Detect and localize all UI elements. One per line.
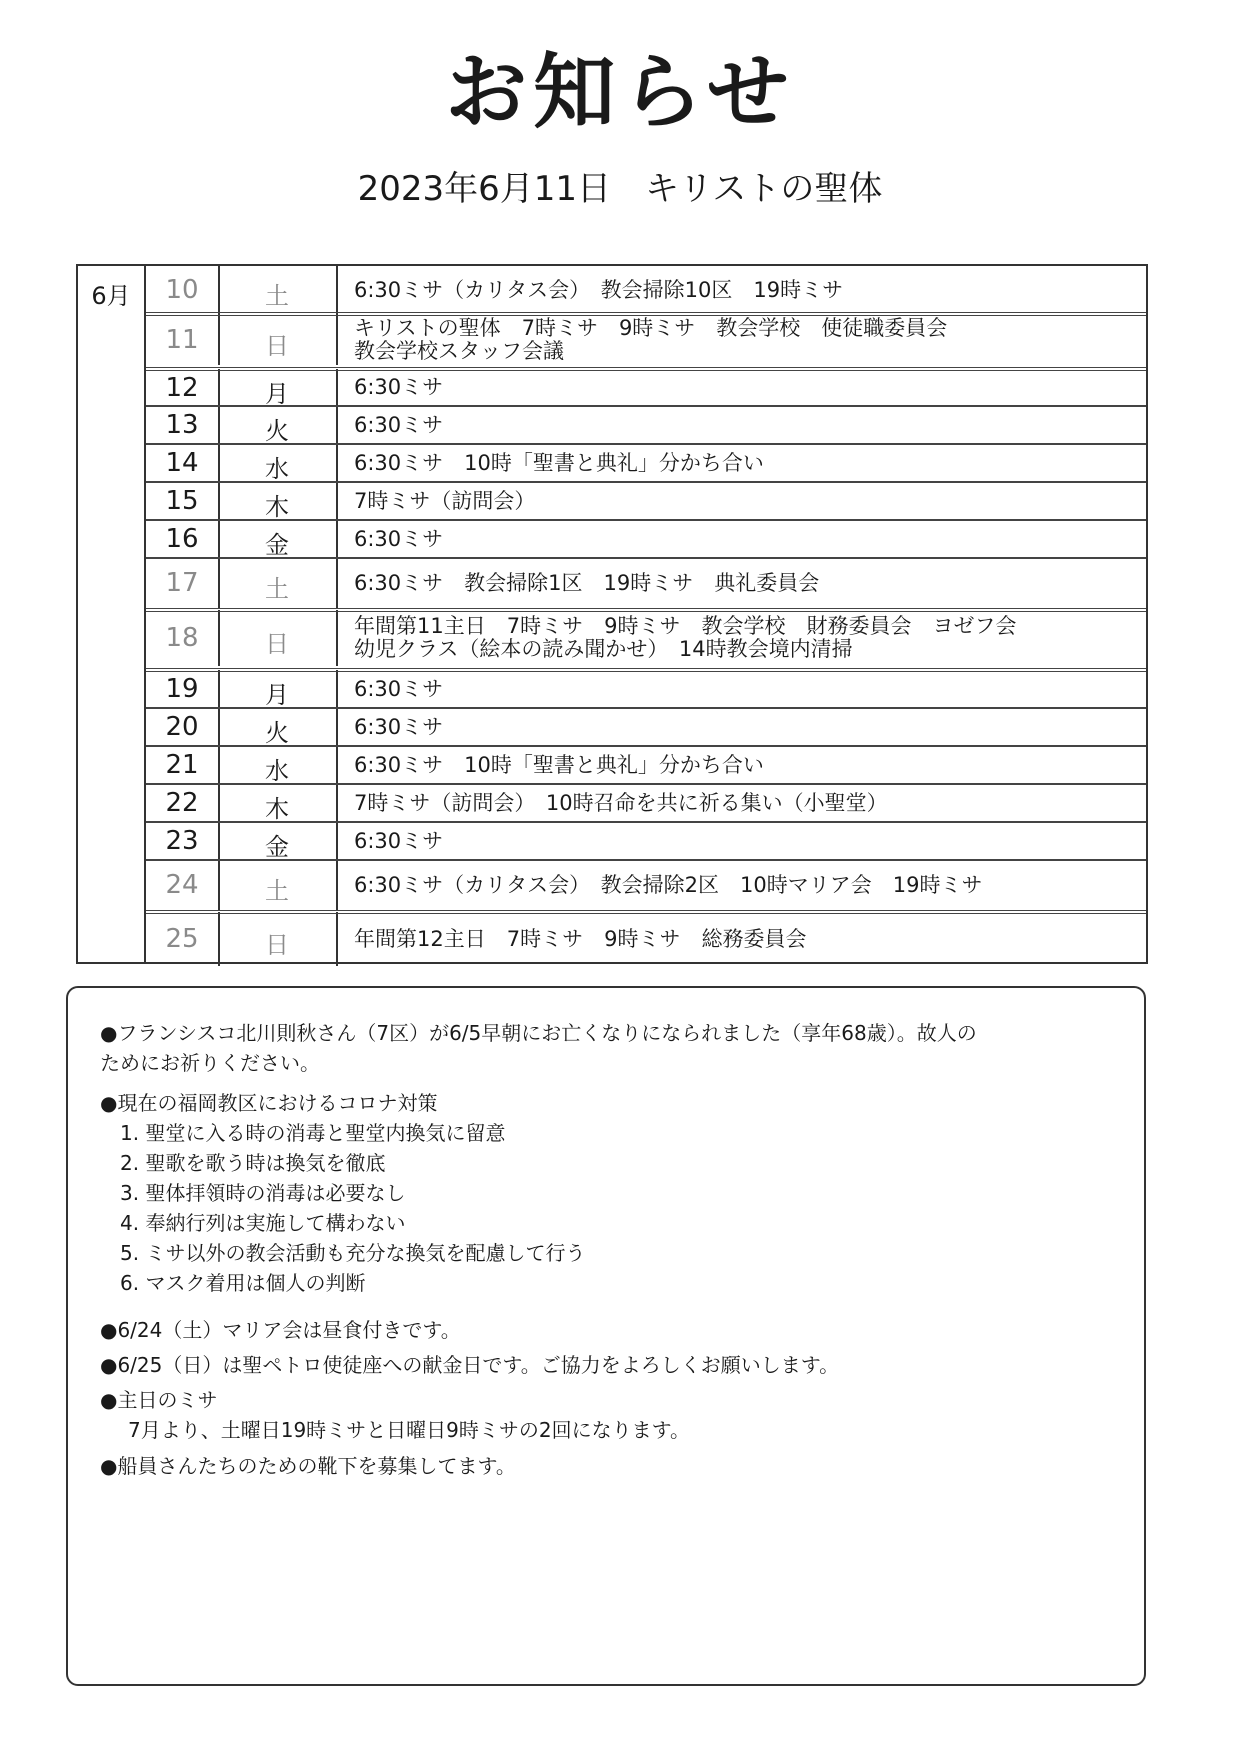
column-divider <box>336 610 338 666</box>
day-of-week: 日 <box>265 630 289 658</box>
schedule-row <box>146 912 1146 966</box>
page-subtitle: 2023年6月11日 キリストの聖体 <box>357 169 883 209</box>
row-divider <box>146 910 1146 914</box>
row-divider <box>146 312 1146 316</box>
day-number: 21 <box>165 750 199 780</box>
covid-item: 3. 聖体拝領時の消毒は必要なし <box>120 1181 406 1205</box>
page-title: お知らせ <box>445 45 795 140</box>
day-of-week: 水 <box>265 455 289 483</box>
day-number: 16 <box>165 524 199 554</box>
schedule-row <box>146 860 1146 910</box>
event-line: 幼児クラス（絵本の読み聞かせ） 14時教会境内清掃 <box>354 637 853 661</box>
event-text <box>354 528 1136 551</box>
event-text <box>354 490 1136 513</box>
day-number: 18 <box>165 623 199 653</box>
event-line: 6:30ミサ 10時「聖書と典礼」分かち合い <box>354 450 764 475</box>
event-line: 6:30ミサ <box>354 412 444 437</box>
column-divider <box>336 369 338 406</box>
row-divider <box>146 707 1146 709</box>
column-divider <box>336 314 338 365</box>
schedule-row <box>146 369 1146 406</box>
column-divider <box>336 708 338 746</box>
day-number: 19 <box>165 674 199 704</box>
event-text <box>354 928 1136 951</box>
day-of-week: 金 <box>265 833 289 861</box>
covid-item: 5. ミサ以外の教会活動も充分な換気を配慮して行う <box>120 1241 586 1265</box>
notice-heading: ●現在の福岡教区におけるコロナ対策 <box>100 1091 438 1115</box>
column-divider <box>336 746 338 784</box>
day-of-week: 火 <box>265 417 289 445</box>
row-divider <box>146 668 1146 672</box>
notice-heading: ●主日のミサ <box>100 1388 218 1412</box>
day-of-week: 木 <box>265 795 289 823</box>
event-line: 6:30ミサ 教会掃除1区 19時ミサ 典礼委員会 <box>354 570 820 595</box>
event-text <box>354 414 1136 437</box>
event-line: 年間第11主日 7時ミサ 9時ミサ 教会学校 財務委員会 ヨゼフ会 <box>354 614 1017 638</box>
event-line: 6:30ミサ（カリタス会） 教会掃除10区 19時ミサ <box>354 277 844 302</box>
day-number: 22 <box>165 788 199 818</box>
event-text <box>354 615 1136 661</box>
day-of-week: 金 <box>265 531 289 559</box>
day-number: 17 <box>165 568 199 598</box>
schedule-row <box>146 266 1146 314</box>
event-text <box>354 572 1136 595</box>
column-divider <box>336 266 338 314</box>
covid-item: 6. マスク着用は個人の判断 <box>120 1271 366 1295</box>
day-number: 15 <box>165 486 199 516</box>
day-number: 24 <box>165 870 199 900</box>
event-text <box>354 317 1136 363</box>
day-number: 14 <box>165 448 199 478</box>
column-divider <box>336 444 338 482</box>
schedule-row <box>146 708 1146 746</box>
schedule-row <box>146 746 1146 784</box>
event-text <box>354 830 1136 853</box>
row-divider <box>146 519 1146 521</box>
column-divider <box>336 670 338 708</box>
column-divider <box>336 482 338 520</box>
column-divider <box>336 784 338 822</box>
event-line: 7時ミサ（訪問会） 10時召命を共に祈る集い（小聖堂） <box>354 790 888 815</box>
day-of-week: 火 <box>265 719 289 747</box>
event-line: 6:30ミサ <box>354 375 444 399</box>
schedule-row <box>146 482 1146 520</box>
event-text <box>354 754 1136 777</box>
day-of-week: 土 <box>265 575 289 603</box>
schedule-row <box>146 558 1146 608</box>
schedule-row <box>146 670 1146 708</box>
notice-socks: ●船員さんたちのための靴下を募集してます。 <box>100 1454 516 1478</box>
day-of-week: 月 <box>265 379 289 408</box>
column-divider <box>336 406 338 444</box>
covid-item: 4. 奉納行列は実施して構わない <box>120 1211 406 1235</box>
event-text <box>354 792 1136 815</box>
row-divider <box>146 608 1146 612</box>
row-divider <box>146 859 1146 861</box>
day-number: 13 <box>165 410 199 440</box>
notice-covid <box>100 1088 1124 1298</box>
covid-item: 1. 聖堂に入る時の消毒と聖堂内換気に留意 <box>120 1121 506 1145</box>
notice-line: ●フランシスコ北川則秋さん（7区）が6/5早朝にお亡くなりになられました（享年68歳）。故人の <box>100 1021 977 1045</box>
day-of-week: 土 <box>265 877 289 905</box>
notices-box <box>66 986 1146 1686</box>
schedule-row <box>146 610 1146 666</box>
event-line: キリストの聖体 7時ミサ 9時ミサ 教会学校 使徒職委員会 <box>354 315 948 340</box>
column-divider <box>336 860 338 910</box>
day-number: 23 <box>165 826 199 856</box>
day-number: 10 <box>165 275 199 305</box>
event-line: 6:30ミサ <box>354 526 444 551</box>
event-line: 6:30ミサ（カリタス会） 教会掃除2区 10時マリア会 19時ミサ <box>354 872 983 897</box>
day-number: 12 <box>165 372 199 403</box>
notice-peter: ●6/25（日）は聖ペトロ使徒座への献金日です。ご協力をよろしくお願いします。 <box>100 1353 840 1377</box>
notice-obituary <box>100 1018 1124 1078</box>
day-number: 25 <box>165 924 199 954</box>
event-line: 6:30ミサ <box>354 828 444 853</box>
day-of-week: 日 <box>265 931 289 959</box>
row-divider <box>146 367 1146 371</box>
schedule-row <box>146 444 1146 482</box>
column-divider <box>336 520 338 558</box>
event-text <box>354 452 1136 475</box>
notice-detail: 7月より、土曜日19時ミサと日曜日9時ミサの2回になります。 <box>128 1418 691 1442</box>
month-label: 6月 <box>91 282 131 310</box>
event-text <box>354 279 1136 302</box>
column-divider <box>336 558 338 608</box>
event-line: 7時ミサ（訪問会） <box>354 488 536 513</box>
notice-sunday-mass <box>100 1385 1124 1445</box>
row-divider <box>146 783 1146 785</box>
row-divider <box>146 481 1146 483</box>
row-divider <box>146 443 1146 445</box>
column-divider <box>336 912 338 966</box>
day-of-week: 土 <box>265 282 289 310</box>
row-divider <box>146 821 1146 823</box>
day-number: 20 <box>165 712 199 742</box>
schedule-table <box>76 264 1148 964</box>
row-divider <box>146 557 1146 559</box>
day-of-week: 木 <box>265 493 289 521</box>
schedule-row <box>146 520 1146 558</box>
event-line: 6:30ミサ 10時「聖書と典礼」分かち合い <box>354 752 764 777</box>
day-number: 11 <box>165 324 199 355</box>
column-divider <box>336 822 338 860</box>
event-line: 教会学校スタッフ会議 <box>354 338 564 363</box>
schedule-row <box>146 314 1146 365</box>
day-of-week: 日 <box>265 331 289 360</box>
covid-item: 2. 聖歌を歌う時は換気を徹底 <box>120 1151 386 1175</box>
event-text <box>354 678 1136 701</box>
event-line: 6:30ミサ <box>354 676 444 701</box>
event-text <box>354 874 1136 897</box>
day-of-week: 月 <box>265 681 289 709</box>
notice-line: ためにお祈りください。 <box>100 1051 320 1075</box>
event-line: 年間第12主日 7時ミサ 9時ミサ 総務委員会 <box>354 926 807 951</box>
event-line: 6:30ミサ <box>354 714 444 739</box>
schedule-row <box>146 784 1146 822</box>
event-text <box>354 376 1136 399</box>
schedule-row <box>146 822 1146 860</box>
row-divider <box>146 405 1146 407</box>
notice-maria: ●6/24（土）マリア会は昼食付きです。 <box>100 1318 461 1342</box>
day-of-week: 水 <box>265 757 289 785</box>
event-text <box>354 716 1136 739</box>
row-divider <box>146 745 1146 747</box>
schedule-row <box>146 406 1146 444</box>
